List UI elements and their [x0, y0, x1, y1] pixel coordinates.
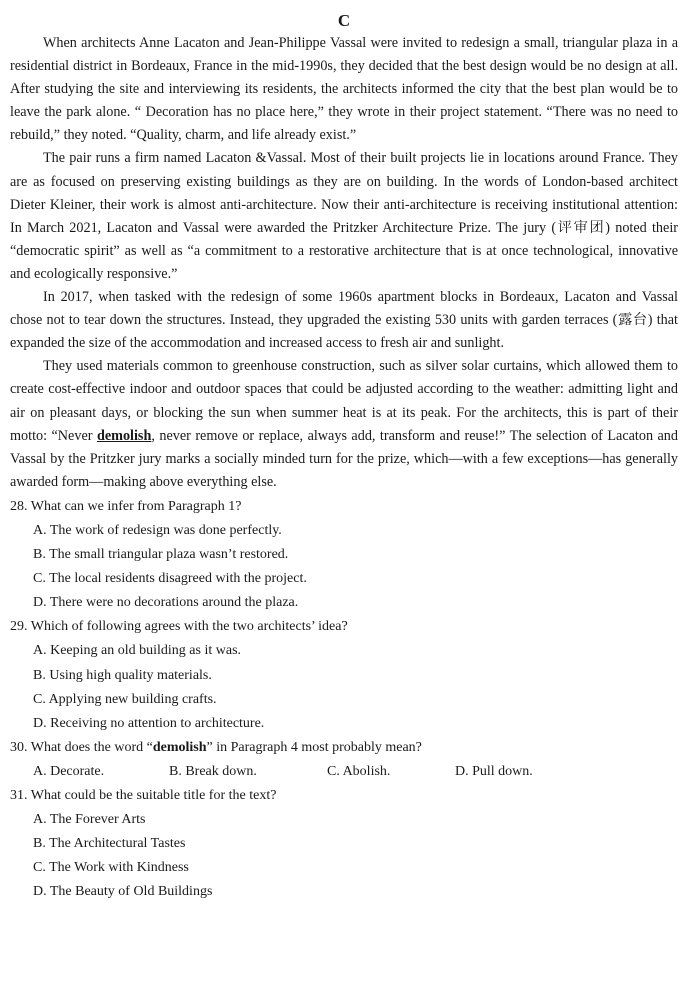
option-b[interactable]: B. Using high quality materials. [33, 667, 212, 683]
question-list [10, 495, 678, 905]
question-stem: 29. Which of following agrees with the two architects’ idea? [10, 619, 348, 635]
section-title: C [337, 11, 351, 30]
option-c[interactable]: C. The local residents disagreed with the project. [33, 571, 307, 587]
question-stem: 31. What could be the suitable title for the text? [10, 788, 277, 803]
question-stem: 28. What can we infer from Paragraph 1? [10, 498, 242, 514]
question-stem [10, 736, 678, 760]
passage-paragraph-2: The pair runs a firm named Lacaton &Vassal. Most of their built projects lie in locations around France. They are as focused on preserving existing buildings as they are on building. In the words of London-based architect Dieter Kleiner, their work is almost anti-architecture. Now their anti-architecture is receiving institutional attention: In March 2021, Lacaton and Vassal were awarded the Pritzker Architecture Prize. The jury (评审团) noted their “democratic spirit” as well as “a commitment to a restorative architecture that is at once technological, innovative and ecologically responsive.” [10, 150, 678, 282]
stem-keyword: demolish [152, 739, 207, 755]
question-30 [10, 736, 678, 784]
option-d[interactable]: D. There were no decorations around the plaza. [33, 595, 299, 611]
option-b[interactable]: B. The small triangular plaza wasn’t restored. [33, 547, 289, 563]
option-c[interactable]: C. Applying new building crafts. [33, 691, 217, 707]
option-c[interactable]: C. Abolish. [327, 763, 391, 779]
paragraph-4-text-after: , never remove or replace, always add, transform and reuse!” The selection of Lacaton and Vassal by the Pritzker jury marks a socially minded turn for the prize, which—with a few exceptions—has generally awarded form—making above everything else. [10, 427, 678, 490]
keyword-demolish: demolish [96, 427, 152, 444]
option-a[interactable]: A. The work of redesign was done perfectly. [33, 522, 282, 538]
reading-passage [10, 32, 678, 494]
stem-text-after: ” in Paragraph 4 most probably mean? [206, 739, 422, 755]
passage-paragraph-1: When architects Anne Lacaton and Jean-Philippe Vassal were invited to redesign a small, triangular plaza in a residential district in Bordeaux, France in the mid-1990s, they decided that the best design would be no design at all. After studying the site and interviewing its residents, the architects informed the city that the best plan would be to leave the park alone. “ Decoration has no place here,” they wrote in their project statement. “There was no need to rebuild,” they noted. “Quality, charm, and life already exist.” [10, 35, 678, 144]
question-28 [10, 495, 678, 615]
option-b[interactable]: B. The Architectural Tastes [33, 836, 186, 852]
option-a[interactable]: A. Decorate. [33, 763, 105, 779]
question-31 [10, 784, 678, 904]
inline-option-row [10, 760, 678, 784]
option-a[interactable]: A. Keeping an old building as it was. [33, 643, 242, 659]
option-b[interactable]: B. Break down. [169, 763, 257, 779]
option-c[interactable]: C. The Work with Kindness [33, 860, 189, 876]
option-d[interactable]: D. The Beauty of Old Buildings [33, 884, 213, 900]
paragraph-4-text-before: They used materials common to greenhouse construction, such as silver solar curtains, which allowed them to create cost-effective indoor and outdoor spaces that could be adjusted according to the weather: admitting light and air on pleasant days, or blocking the sun when summer heat is at its peak. For the architects, this is part of their motto: “Never [10, 358, 678, 444]
stem-text-before: 30. What does the word “ [10, 739, 153, 755]
option-d[interactable]: D. Receiving no attention to architecture. [33, 715, 265, 731]
passage-paragraph-4 [10, 355, 678, 494]
option-d[interactable]: D. Pull down. [455, 763, 533, 779]
passage-paragraph-3: In 2017, when tasked with the redesign of some 1960s apartment blocks in Bordeaux, Lacaton and Vassal chose not to tear down the structures. Instead, they upgraded the existing 530 units with garden terraces (露台) that expanded the size of the accommodation and increased access to fresh air and sunlight. [10, 289, 678, 352]
question-29 [10, 615, 678, 735]
option-a[interactable]: A. The Forever Arts [33, 812, 146, 828]
exam-page [10, 10, 678, 904]
